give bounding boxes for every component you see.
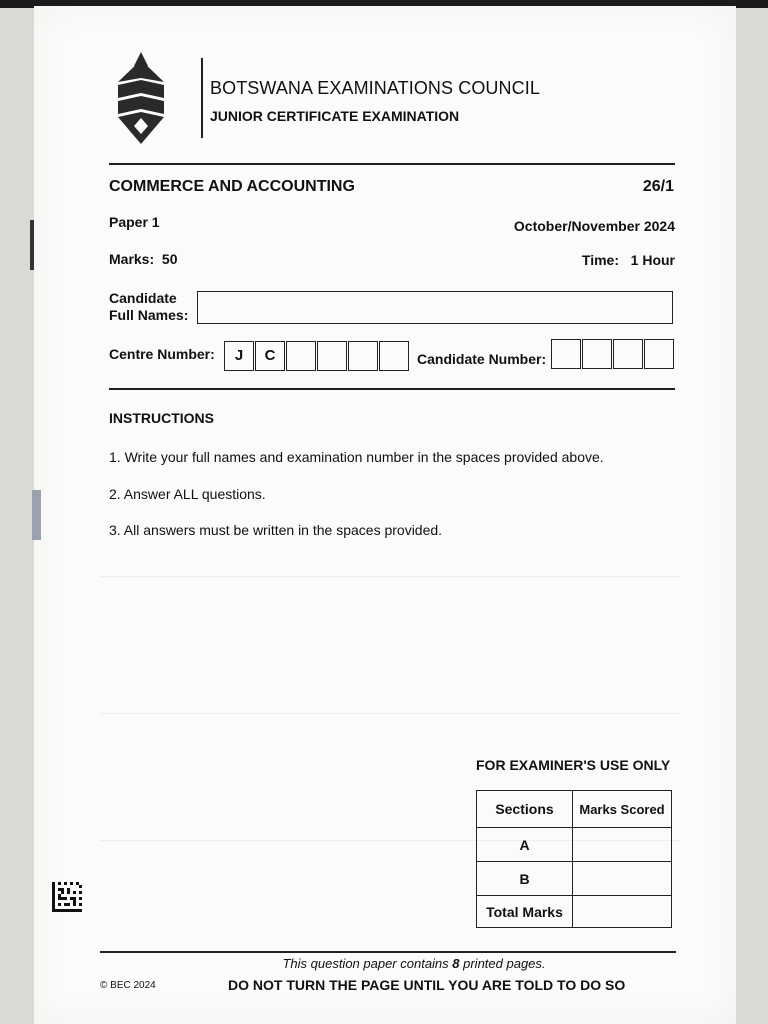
do-not-turn-warning: DO NOT TURN THE PAGE UNTIL YOU ARE TOLD TO DO SO <box>228 977 626 993</box>
examination-name: JUNIOR CERTIFICATE EXAMINATION <box>210 108 460 124</box>
centre-number-box[interactable]: J <box>224 341 254 371</box>
centre-number-box[interactable] <box>348 341 378 371</box>
examiner-use-heading: FOR EXAMINER'S USE ONLY <box>476 757 671 773</box>
marks-value: 50 <box>161 251 178 267</box>
table-header-sections: Sections <box>477 791 573 828</box>
show-through-line <box>100 576 680 577</box>
table-row-label: Total Marks <box>477 896 573 928</box>
show-through-line <box>100 713 680 714</box>
page-tab <box>32 490 41 540</box>
exam-session: October/November 2024 <box>513 218 675 234</box>
bec-logo-icon <box>112 52 170 148</box>
candidate-names-field[interactable] <box>197 291 673 324</box>
table-row-label: B <box>477 862 573 896</box>
marks-cell[interactable] <box>573 828 672 862</box>
header-divider <box>201 58 203 138</box>
page-count-number: 8 <box>452 956 460 971</box>
examiner-marks-table <box>476 790 672 928</box>
page-count-note <box>0 956 768 971</box>
total-marks <box>109 251 178 267</box>
scan-edge-mark <box>30 220 34 270</box>
top-rule <box>109 163 675 165</box>
marks-cell[interactable] <box>573 862 672 896</box>
copyright: © BEC 2024 <box>100 980 156 991</box>
page-count-text: printed pages. <box>459 956 546 971</box>
instruction-item: 1. Write your full names and examination number in the spaces provided above. <box>109 449 604 465</box>
paper-number: Paper 1 <box>109 214 160 230</box>
candidate-names-label-1: Candidate <box>109 290 177 306</box>
middle-rule <box>109 388 675 390</box>
candidate-names-label-2: Full Names: <box>109 307 189 323</box>
centre-number-box[interactable]: C <box>255 341 285 371</box>
centre-number-box[interactable] <box>286 341 316 371</box>
subject-title: COMMERCE AND ACCOUNTING <box>109 178 355 195</box>
marks-label: Marks: <box>109 251 155 267</box>
instruction-item: 3. All answers must be written in the spaces provided. <box>109 522 443 538</box>
table-row-label: A <box>477 828 573 862</box>
time-allowed <box>582 252 675 268</box>
paper-code: 26/1 <box>642 178 674 195</box>
candidate-number-box[interactable] <box>644 339 674 369</box>
barcode-icon <box>52 882 82 912</box>
marks-cell[interactable] <box>573 896 672 928</box>
centre-number-box[interactable] <box>379 341 409 371</box>
centre-number-box[interactable] <box>317 341 347 371</box>
candidate-number-box[interactable] <box>551 339 581 369</box>
candidate-number-box[interactable] <box>582 339 612 369</box>
time-value: 1 Hour <box>630 252 675 268</box>
candidate-number-label: Candidate Number: <box>417 351 547 367</box>
time-label: Time: <box>581 252 619 268</box>
organisation-name: BOTSWANA EXAMINATIONS COUNCIL <box>210 78 540 98</box>
instructions-heading: INSTRUCTIONS <box>109 410 214 426</box>
candidate-number-box[interactable] <box>613 339 643 369</box>
centre-number-label: Centre Number: <box>109 346 215 362</box>
table-header-marks: Marks Scored <box>573 791 672 828</box>
footer-rule <box>100 951 676 953</box>
instruction-item: 2. Answer ALL questions. <box>109 486 266 502</box>
page-count-text: This question paper contains <box>282 956 453 971</box>
